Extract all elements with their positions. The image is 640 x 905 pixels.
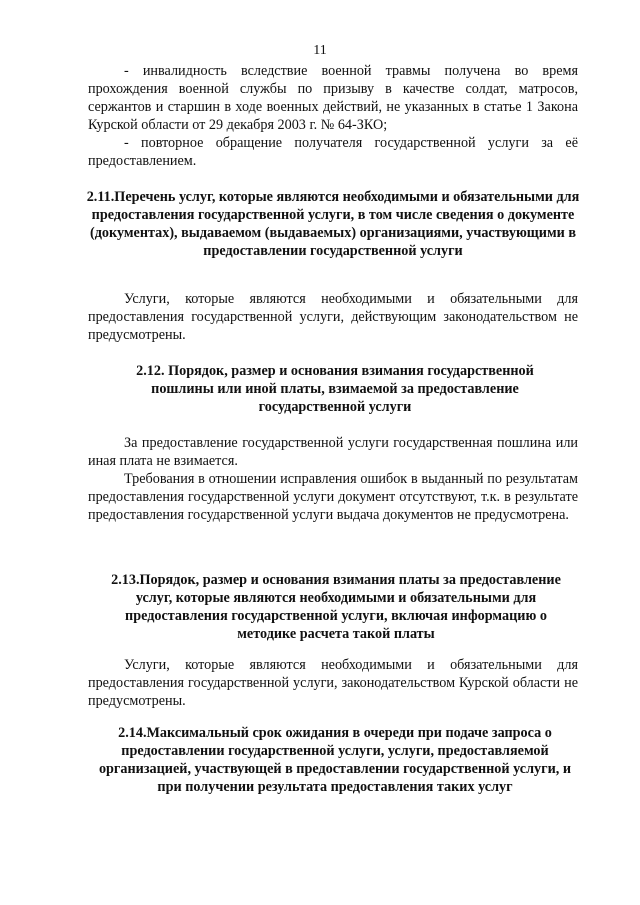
page-number: 11 — [313, 43, 327, 58]
section-2-11-body — [88, 290, 578, 344]
section-2-12-paragraph-corrections: Требования в отношении исправления ошибок в выданный по результатам предоставления государственной услуги документ отсутствуют, т.к. в результате предоставления государственной услуги выдача документов не предусмотрена. — [88, 471, 578, 523]
section-2-13-paragraph: Услуги, которые являются необходимыми и обязательными для предоставления государственной услуги, законодательством Курской области не предусмотрены. — [88, 657, 578, 709]
section-2-12-paragraph-fee: За предоставление государственной услуги государственная пошлина или иная плата не взимается. — [88, 435, 578, 469]
section-2-12-heading: 2.12. Порядок, размер и основания взимания государственной пошлины или иной платы, взимаемой за предоставление государственной услуги — [136, 363, 534, 415]
section-2-11-paragraph: Услуги, которые являются необходимыми и обязательными для предоставления государственной услуги, действующим законодательством не предусмотрены. — [88, 291, 578, 343]
intro-block — [88, 62, 578, 170]
section-2-13-body — [88, 656, 578, 710]
intro-paragraph-repeat-request: - повторное обращение получателя государственной услуги за её предоставлением. — [88, 135, 578, 169]
intro-paragraph-disability: - инвалидность вследствие военной травмы получена во время прохождения военной службы по призыву в качестве солдат, матросов, сержантов и старшин в ходе военных действий, не указанных в статье 1 Закона Курской области от 29 декабря 2003 г. № 64-ЗКО; — [88, 63, 578, 133]
section-2-12-body — [88, 434, 578, 524]
section-2-13-heading: 2.13.Порядок, размер и основания взимания платы за предоставление услуг, которые являются необходимыми и обязательными для предоставления государственной услуги, включая информацию о методике расчета такой платы — [111, 572, 561, 642]
section-2-14-heading: 2.14.Максимальный срок ожидания в очереди при подаче запроса о предоставлении государственной услуги, услуги, предоставляемой организацией, участвующей в предоставлении государственной услуги, и при получении результата предоставления таких услуг — [98, 725, 572, 795]
section-2-11-heading: 2.11.Перечень услуг, которые являются необходимыми и обязательными для предоставления государственной услуги, в том числе сведения о документе (документах), выдаваемом (выдаваемых) организациями, участвующими в предоставлении государственной услуги — [86, 189, 580, 259]
